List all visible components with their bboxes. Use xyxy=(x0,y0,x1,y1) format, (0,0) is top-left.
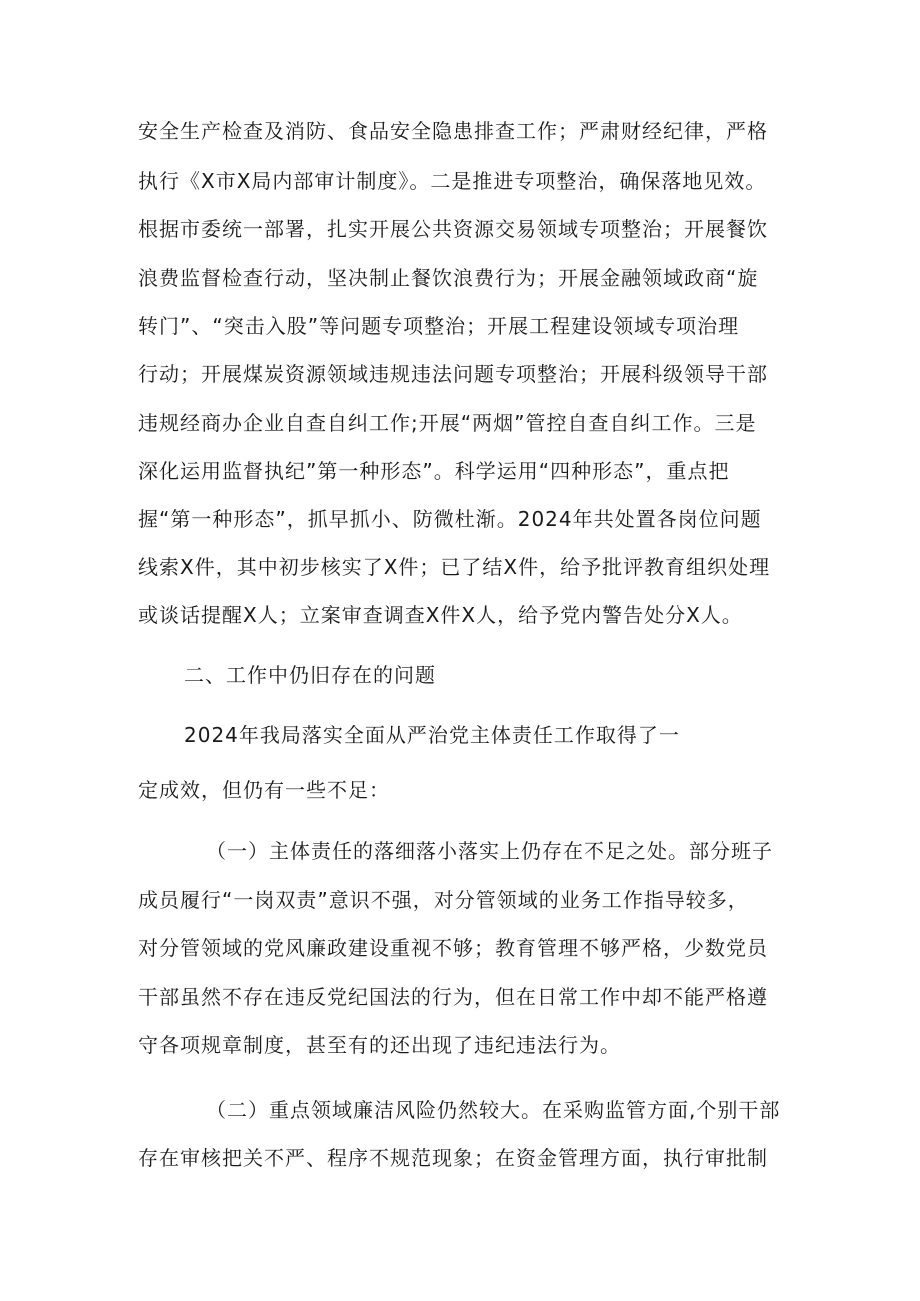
body-text-line: 根据市委统一部署，扎实开展公共资源交易领域专项整治；开展餐饮 xyxy=(138,217,768,241)
paragraph-first-line: 2024年我局落实全面从严治党主体责任工作取得了一 xyxy=(184,723,680,747)
body-text-line: 干部虽然不存在违反党纪国法的行为，但在日常工作中却不能严格遵 xyxy=(138,985,768,1009)
body-text-line: 转门”、“突击入股”等问题专项整治；开展工程建设领域专项治理 xyxy=(138,314,740,338)
body-text-line: 或谈话提醒X人；立案审查调查X件X人，给予党内警告处分X人。 xyxy=(138,603,743,627)
body-text-line: 行动；开展煤炭资源领域违规违法问题专项整治；开展科级领导干部 xyxy=(138,362,768,386)
body-text-line: 存在审核把关不严、程序不规范现象；在资金管理方面，执行审批制 xyxy=(138,1146,768,1170)
body-text-line: 成员履行“一岗双责”意识不强，对分管领域的业务工作指导较多， xyxy=(138,888,749,912)
body-text-line: 深化运用监督执纪”第一种形态”。科学运用“四种形态”，重点把 xyxy=(138,459,730,483)
body-text-line: 执行《X市X局内部审计制度》。二是推进专项整治，确保落地见效。 xyxy=(138,169,767,193)
body-text-line: 浪费监督检查行动，坚决制止餐饮浪费行为；开展金融领域政商“旋 xyxy=(138,266,759,290)
body-text-line: 违规经商办企业自查自纠工作;开展“两烟”管控自查自纠工作。三是 xyxy=(138,411,757,435)
body-text-line: 守各项规章制度，甚至有的还出现了违纪违法行为。 xyxy=(138,1033,621,1057)
body-text-line: 对分管领域的党风廉政建设重视不够；教育管理不够严格，少数党员 xyxy=(138,936,768,960)
subsection-heading-line: （二）重点领域廉洁风险仍然较大。在采购监管方面,个别干部 xyxy=(206,1098,781,1122)
body-text-line: 线索X件，其中初步核实了X件；已了结X件，给予批评教育组织处理 xyxy=(138,555,771,579)
body-text-line: 定成效，但仍有一些不足： xyxy=(138,778,390,802)
body-text-line: 握“第一种形态”，抓早抓小、防微杜渐。2024年共处置各岗位问题 xyxy=(138,507,762,531)
section-heading: 二、工作中仍旧存在的问题 xyxy=(184,663,436,687)
subsection-heading-line: （一）主体责任的落细落小落实上仍存在不足之处。部分班子 xyxy=(206,839,773,863)
body-text-line: 安全生产检查及消防、食品安全隐患排查工作；严肃财经纪律，严格 xyxy=(138,119,768,143)
